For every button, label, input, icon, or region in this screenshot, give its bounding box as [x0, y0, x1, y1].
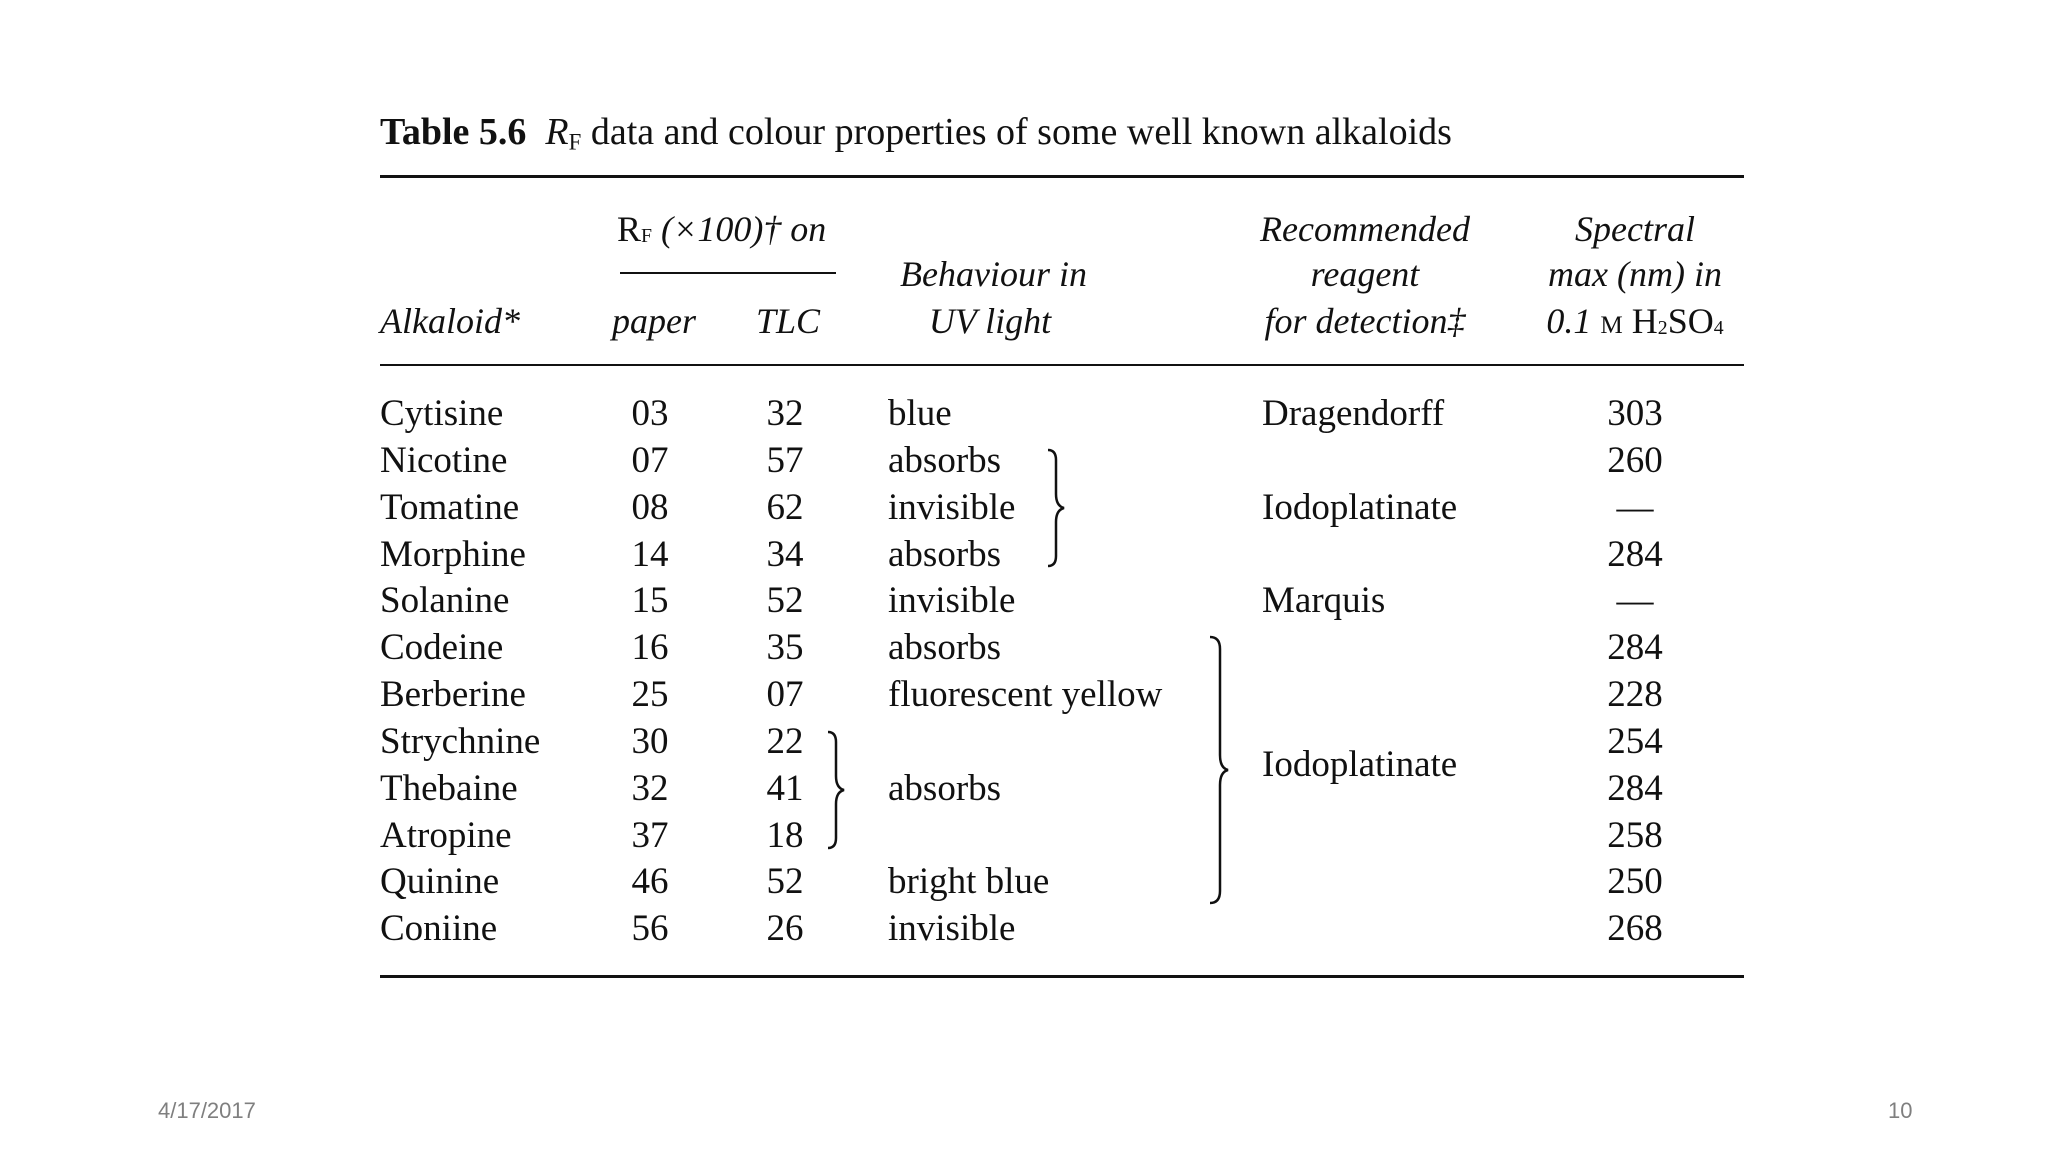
- brace-icon: [1046, 448, 1066, 568]
- header-reagent-1: Recommended: [1260, 209, 1470, 249]
- spectral-sub4: 4: [1713, 316, 1724, 339]
- cell-alkaloid: Tomatine: [380, 487, 520, 528]
- caption-rf-sub: F: [568, 129, 582, 155]
- cell-alkaloid: Atropine: [380, 815, 512, 856]
- uv-cytisine: blue: [888, 393, 952, 434]
- cell-tlc: 62: [766, 487, 804, 528]
- cell-tlc: 22: [766, 721, 804, 762]
- slide-date: 4/17/2017: [158, 1098, 256, 1123]
- uv-solanine: invisible: [888, 580, 1016, 621]
- slide-number: 10: [1888, 1098, 1913, 1123]
- spectral-conc: 0.1: [1546, 301, 1592, 341]
- spectral-so: SO: [1667, 301, 1714, 341]
- uv-nicotine: absorbs: [888, 440, 1002, 481]
- reagent-solanine: Marquis: [1262, 580, 1386, 621]
- cell-alkaloid: Coniine: [380, 908, 498, 949]
- cell-alkaloid: Thebaine: [380, 768, 518, 809]
- cell-paper: 07: [631, 440, 669, 481]
- cell-spectral: 284: [1607, 627, 1663, 668]
- header-reagent-3: for detection‡: [1264, 301, 1466, 341]
- header-rf-suffix: (×100)† on: [661, 209, 827, 249]
- cell-alkaloid: Nicotine: [380, 440, 508, 481]
- brace-icon: [826, 730, 846, 850]
- cell-alkaloid: Strychnine: [380, 721, 541, 762]
- cell-alkaloid: Berberine: [380, 674, 526, 715]
- cell-tlc: 41: [766, 768, 804, 809]
- uv-tomatine: invisible: [888, 487, 1016, 528]
- uv-codeine: absorbs: [888, 627, 1002, 668]
- reagent-cytisine: Dragendorff: [1262, 393, 1445, 434]
- uv-quinine: bright blue: [888, 861, 1050, 902]
- cell-paper: 32: [631, 768, 669, 809]
- cell-spectral: 303: [1607, 393, 1663, 434]
- uv-berberine: fluorescent yellow: [888, 674, 1163, 715]
- reagent-group1: Iodoplatinate: [1262, 487, 1458, 528]
- cell-alkaloid: Morphine: [380, 534, 526, 575]
- cell-tlc: 07: [766, 674, 804, 715]
- uv-strychnine-group: absorbs: [888, 768, 1002, 809]
- spectral-h: H: [1631, 301, 1658, 341]
- cell-tlc: 34: [766, 534, 804, 575]
- header-spectral-1: Spectral: [1575, 209, 1695, 249]
- cell-alkaloid: Cytisine: [380, 393, 504, 434]
- header-rule: [380, 364, 1744, 366]
- uv-morphine: absorbs: [888, 534, 1002, 575]
- header-spectral-2: max (nm) in: [1548, 254, 1722, 294]
- cell-tlc: 26: [766, 908, 804, 949]
- header-rf: [617, 208, 826, 250]
- caption-text: data and colour properties of some well known alkaloids: [590, 111, 1452, 153]
- table-caption: [380, 110, 1452, 156]
- cell-paper: 03: [631, 393, 669, 434]
- cell-paper: 56: [631, 908, 669, 949]
- cell-spectral: 284: [1607, 534, 1663, 575]
- cell-spectral: 250: [1607, 861, 1663, 902]
- cell-paper: 14: [631, 534, 669, 575]
- cell-tlc: 35: [766, 627, 804, 668]
- cell-spectral: 228: [1607, 674, 1663, 715]
- spectral-sub2: 2: [1657, 316, 1668, 339]
- reagent-group2: Iodoplatinate: [1262, 744, 1458, 785]
- rf-header-underline: [620, 272, 836, 274]
- cell-tlc: 18: [766, 815, 804, 856]
- cell-alkaloid: Quinine: [380, 861, 500, 902]
- header-rf-prefix: R: [617, 209, 642, 249]
- header-spectral-3: [1525, 300, 1745, 342]
- cell-spectral: 260: [1607, 440, 1663, 481]
- brace-icon: [1208, 635, 1230, 905]
- cell-paper: 30: [631, 721, 669, 762]
- header-reagent-2: reagent: [1310, 254, 1420, 294]
- cell-spectral: —: [1616, 580, 1654, 621]
- top-rule: [380, 175, 1744, 178]
- table-number: Table 5.6: [380, 111, 527, 153]
- spectral-molar: M: [1600, 312, 1623, 339]
- uv-coniine: invisible: [888, 908, 1016, 949]
- cell-spectral: —: [1616, 487, 1654, 528]
- cell-spectral: 254: [1607, 721, 1663, 762]
- cell-alkaloid: Codeine: [380, 627, 504, 668]
- cell-spectral: 284: [1607, 768, 1663, 809]
- header-uv-2: UV light: [928, 301, 1052, 341]
- cell-tlc: 52: [766, 580, 804, 621]
- header-paper: paper: [612, 301, 696, 341]
- cell-spectral: 268: [1607, 908, 1663, 949]
- cell-paper: 37: [631, 815, 669, 856]
- header-alkaloid: Alkaloid*: [380, 301, 520, 341]
- cell-paper: 46: [631, 861, 669, 902]
- header-rf-sub: F: [641, 224, 653, 247]
- cell-alkaloid: Solanine: [380, 580, 510, 621]
- bottom-rule: [380, 975, 1744, 978]
- cell-tlc: 57: [766, 440, 804, 481]
- caption-rf: R: [545, 111, 569, 153]
- cell-paper: 16: [631, 627, 669, 668]
- cell-tlc: 32: [766, 393, 804, 434]
- cell-paper: 25: [631, 674, 669, 715]
- cell-spectral: 258: [1607, 815, 1663, 856]
- header-uv-1: Behaviour in: [900, 254, 1087, 294]
- cell-tlc: 52: [766, 861, 804, 902]
- header-tlc: TLC: [756, 301, 821, 341]
- cell-paper: 15: [631, 580, 669, 621]
- cell-paper: 08: [631, 487, 669, 528]
